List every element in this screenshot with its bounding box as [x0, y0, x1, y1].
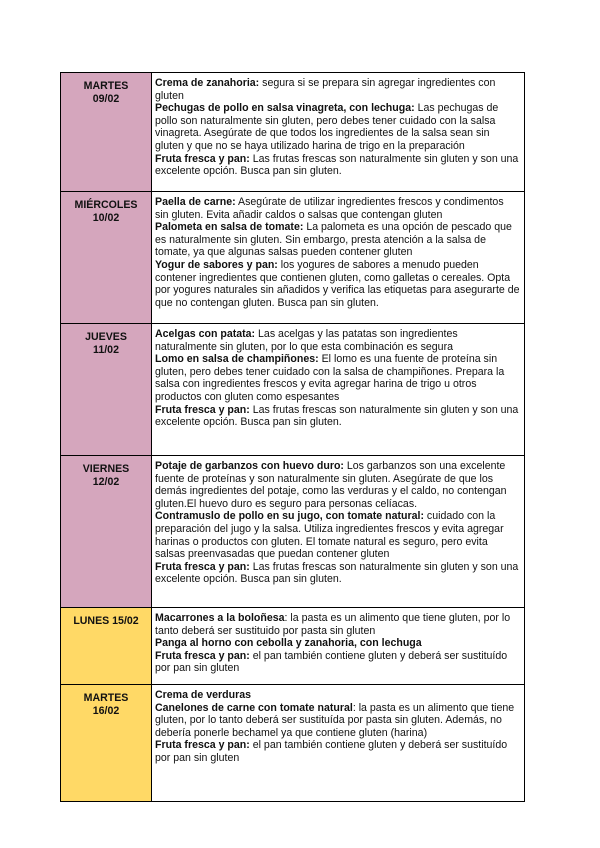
dish-name: Paella de carne: [155, 196, 236, 208]
dish-name: Macarrones a la boloñesa [155, 612, 285, 624]
dish-item [155, 612, 520, 637]
dish-item [155, 102, 520, 152]
dish-description: : la pasta es un alimento que tiene gluten, por lo tanto deberá ser sustituída por pasta sin gluten. Además, no debería ponerle bechamel ya que contiene gluten (harina) [155, 701, 515, 739]
dish-description: segura si se prepara sin agregar ingredientes con gluten [155, 77, 496, 102]
day-cell [61, 324, 152, 456]
dish-description: La palometa es una opción de pescado que es naturalmente sin gluten. Sin embargo, presta atención a la salsa de tomate, ya que algunas salsas pueden contener gluten [155, 221, 512, 259]
dish-description: el pan también contiene gluten y deberá ser sustituído por pan sin gluten [155, 649, 508, 675]
dish-description: Los garbanzos son una excelente fuente de proteínas y son naturalmente sin gluten. Asegúrate de que los demás ingredientes del potaje, como las verduras y el caldo, no contengan gluten.El huevo duro es seguro para personas celíacas. [155, 460, 507, 510]
dishes-cell [152, 456, 525, 608]
dish-name: Lomo en salsa de champiñones: [155, 353, 319, 366]
date-label: 12/02 [92, 475, 120, 488]
dish-item [155, 77, 520, 102]
weekly-menu-table [60, 72, 525, 802]
dish-name: Canelones de carne con tomate natural [155, 701, 353, 714]
menu-row [61, 192, 525, 324]
date-label: 10/02 [92, 211, 120, 224]
dish-name: Fruta fresca y pan: [155, 739, 250, 752]
dishes-cell [152, 608, 525, 685]
dish-item [155, 561, 520, 586]
dish-item [155, 404, 520, 429]
dish-description: Las frutas frescas son naturalmente sin gluten y son una excelente opción. Busca pan sin gluten. [155, 560, 519, 586]
day-label: JUEVES [85, 331, 127, 343]
dish-description: El lomo es una fuente de proteína sin gluten, pero debes tener cuidado con la salsa de champiñones. Prepara la salsa con ingredientes frescos y evita agregar harina de trigo u otros productos con gluten como espesantes [155, 353, 505, 403]
dish-item [155, 637, 520, 650]
dish-name: Yogur de sabores y pan: [155, 258, 278, 271]
dish-item [155, 702, 520, 740]
date-label: 09/02 [92, 92, 120, 105]
dish-item [155, 650, 520, 675]
dish-description: los yogures de sabores a menudo pueden contener ingredientes que contienen gluten, como galletas o cereales. Opta por yogures naturales sin añadidos y verifica las etiquetas para asegurarte de que no contengan gluten. Busca pan sin gluten. [155, 258, 520, 309]
dish-item [155, 689, 520, 702]
day-cell [61, 456, 152, 608]
dish-name: Crema de verduras [155, 689, 251, 701]
dish-item [155, 510, 520, 560]
dish-item [155, 221, 520, 259]
dishes-cell [152, 192, 525, 324]
dish-item [155, 353, 520, 403]
date-label: 11/02 [93, 343, 119, 356]
dishes-cell [152, 73, 525, 192]
dish-name: Potaje de garbanzos con huevo duro: [155, 460, 344, 472]
menu-row [61, 73, 525, 192]
dishes-cell [152, 324, 525, 456]
day-cell [61, 685, 152, 802]
dish-name: Crema de zanahoria: [155, 77, 260, 89]
day-cell [61, 192, 152, 324]
day-cell [61, 608, 152, 685]
dish-description: Las acelgas y las patatas son ingredientes naturalmente sin gluten, por lo que esta combinación es segura [155, 328, 458, 353]
day-label: MIÉRCOLES [74, 199, 138, 211]
dish-description: : la pasta es un alimento que tiene gluten, por lo tanto deberá ser sustituido por pasta sin gluten [155, 612, 511, 637]
dish-item [155, 259, 520, 309]
dish-description: el pan también contiene gluten y deberá ser sustituído por pan sin gluten [155, 739, 508, 764]
dish-name: Fruta fresca y pan: [155, 649, 250, 662]
dish-name: Pechugas de pollo en salsa vinagreta, con lechuga: [155, 102, 415, 115]
menu-row [61, 456, 525, 608]
date-label: 16/02 [92, 704, 120, 717]
dish-name: Panga al horno con cebolla y zanahoria, con lechuga [155, 637, 422, 650]
day-label: MARTES [83, 692, 129, 704]
dish-item [155, 328, 520, 353]
menu-row [61, 608, 525, 685]
dish-description: Las pechugas de pollo son naturalmente sin gluten, pero debes tener cuidado con la salsa vinagreta. Asegúrate de que todos los ingredientes de la salsa sean sin gluten y que no se haya utilizado harina de trigo en la preparación [155, 102, 499, 152]
dish-name: Palometa en salsa de tomate: [155, 221, 304, 234]
dish-item [155, 196, 520, 221]
dish-name: Contramuslo de pollo en su jugo, con tomate natural: [155, 510, 424, 523]
dish-name: Fruta fresca y pan: [155, 403, 250, 416]
day-cell [61, 73, 152, 192]
menu-row [61, 324, 525, 456]
day-label: VIERNES [82, 463, 130, 475]
dishes-cell [152, 685, 525, 802]
dish-description: Las frutas frescas son naturalmente sin gluten y son una excelente opción. Busca pan sin gluten. [155, 152, 519, 178]
day-label: LUNES 15/02 [73, 615, 139, 627]
dish-item [155, 460, 520, 510]
dish-description: Asegúrate de utilizar ingredientes frescos y condimentos sin gluten. Evita añadir caldos o salsas que contengan gluten [155, 196, 504, 221]
dish-description: cuidado con la preparación del jugo y la salsa. Utiliza ingredientes frescos y evita agregar harinas o productos con gluten. El tomate natural es seguro, pero evita salsas preenvasadas que puedan contener gluten [155, 510, 504, 561]
dish-description: Las frutas frescas son naturalmente sin gluten y son una excelente opción. Busca pan sin gluten. [155, 403, 519, 429]
dish-name: Acelgas con patata: [155, 328, 256, 340]
dish-item [155, 153, 520, 178]
menu-row [61, 685, 525, 802]
dish-item [155, 739, 520, 764]
dish-name: Fruta fresca y pan: [155, 152, 250, 165]
dish-name: Fruta fresca y pan: [155, 560, 250, 573]
day-label: MARTES [83, 80, 129, 92]
